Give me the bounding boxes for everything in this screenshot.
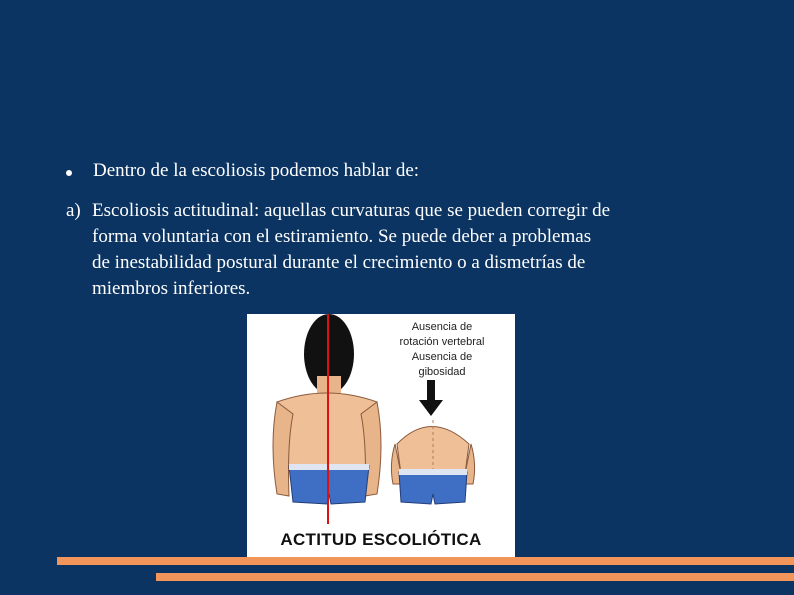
paragraph-line: forma voluntaria con el estiramiento. Se puede deber a problemas bbox=[92, 226, 592, 247]
scoliosis-figure bbox=[247, 314, 515, 560]
annotation-line: gibosidad bbox=[418, 366, 466, 378]
paragraph-line: Escoliosis actitudinal: aquellas curvaturas que se pueden corregir de bbox=[92, 200, 611, 221]
annotation-line: rotación vertebral bbox=[399, 336, 485, 348]
accent-bar-bottom bbox=[156, 573, 794, 581]
bullet-dot bbox=[66, 170, 72, 176]
annotation-line: Ausencia de bbox=[411, 321, 473, 333]
figure-caption: ACTITUD ESCOLIÓTICA bbox=[280, 530, 482, 549]
paragraph-prefix: a) bbox=[66, 200, 81, 221]
bullet-text: Dentro de la escoliosis podemos hablar de: bbox=[93, 160, 420, 181]
annotation-line: Ausencia de bbox=[411, 351, 473, 363]
accent-bar-top bbox=[57, 557, 794, 565]
paragraph-line: miembros inferiores. bbox=[92, 278, 251, 299]
paragraph-line: de inestabilidad postural durante el crecimiento o a dismetrías de bbox=[92, 252, 586, 273]
